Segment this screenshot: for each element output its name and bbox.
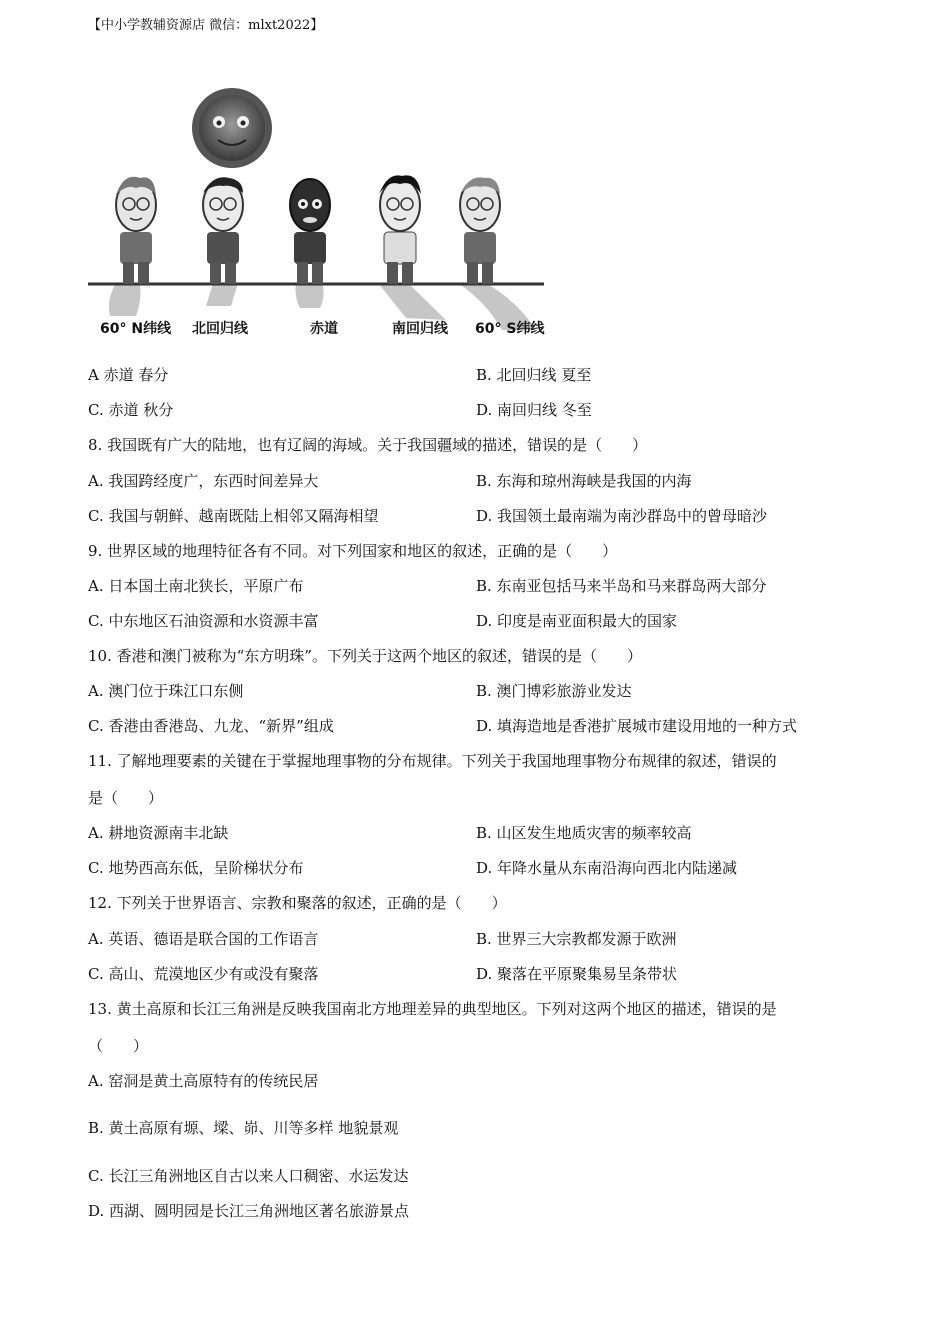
q8-stem: 8. 我国既有广大的陆地，也有辽阔的海域。关于我国疆域的描述，错误的是（ ） — [88, 436, 648, 454]
q10-option-b: B. 澳门博彩旅游业发达 — [476, 682, 632, 700]
q13-stem-line2: （ ） — [88, 1037, 149, 1055]
q11-option-c: C. 地势西高东低，呈阶梯状分布 — [88, 859, 304, 877]
q13-stem-line1: 13. 黄土高原和长江三角洲是反映我国南北方地理差异的典型地区。下列对这两个地区的描述，错误的是 — [88, 1000, 777, 1018]
sun-icon — [192, 88, 272, 168]
label-60n: 60° N纬线 — [100, 321, 172, 337]
latitude-figure — [88, 80, 548, 345]
label-tropic-cancer: 北回归线 — [192, 321, 248, 337]
q13-option-b: B. 黄土高原有塬、墚、峁、川等多样 地貌景观 — [88, 1119, 399, 1137]
label-equator: 赤道 — [310, 321, 338, 337]
q9-option-d: D. 印度是南亚面积最大的国家 — [476, 612, 678, 630]
q11-option-a: A. 耕地资源南丰北缺 — [88, 824, 229, 842]
shadow-tropic-capricorn — [378, 283, 446, 320]
person-tropic-capricorn — [379, 175, 421, 284]
q9-stem: 9. 世界区域的地理特征各有不同。对下列国家和地区的叙述，正确的是（ ） — [88, 542, 618, 560]
shadow-tropic-cancer — [206, 283, 238, 306]
q10-option-d: D. 填海造地是香港扩展城市建设用地的一种方式 — [476, 717, 798, 735]
person-60s — [460, 177, 500, 284]
q13-option-c: C. 长江三角洲地区自古以来人口稠密、水运发达 — [88, 1167, 409, 1185]
label-tropic-capricorn: 南回归线 — [392, 321, 448, 337]
people-shadow-illustration — [88, 80, 548, 345]
q10-option-a: A. 澳门位于珠江口东侧 — [88, 682, 244, 700]
q10-stem: 10. 香港和澳门被称为“东方明珠”。下列关于这两个地区的叙述，错误的是（ ） — [88, 647, 642, 665]
q11-option-d: D. 年降水量从东南沿海向西北内陆递减 — [476, 859, 738, 877]
q9-option-a: A. 日本国土南北狭长，平原广布 — [88, 577, 304, 595]
page-header: 【中小学教辅资源店 微信：mlxt2022】 — [88, 18, 324, 33]
q9-option-c: C. 中东地区石油资源和水资源丰富 — [88, 612, 319, 630]
q11-option-b: B. 山区发生地质灾害的频率较高 — [476, 824, 692, 842]
q13-option-a: A. 窑洞是黄土高原特有的传统民居 — [88, 1072, 319, 1090]
person-tropic-cancer — [203, 177, 243, 284]
q8-option-a: A. 我国跨经度广，东西时间差异大 — [88, 472, 319, 490]
shadow-60n — [109, 283, 141, 316]
q12-option-c: C. 高山、荒漠地区少有或没有聚落 — [88, 965, 319, 983]
q7-option-c: C. 赤道 秋分 — [88, 401, 174, 419]
shadow-equator — [296, 283, 324, 308]
q8-option-c: C. 我国与朝鲜、越南既陆上相邻又隔海相望 — [88, 507, 379, 525]
q11-stem-line2: 是（ ） — [88, 789, 164, 807]
q7-option-b: B. 北回归线 夏至 — [476, 366, 592, 384]
q7-option-d: D. 南回归线 冬至 — [476, 401, 592, 419]
q13-option-d: D. 西湖、圆明园是长江三角洲地区著名旅游景点 — [88, 1202, 410, 1220]
person-equator — [290, 179, 330, 284]
q9-option-b: B. 东南亚包括马来半岛和马来群岛两大部分 — [476, 577, 767, 595]
q8-option-b: B. 东海和琼州海峡是我国的内海 — [476, 472, 692, 490]
q12-option-d: D. 聚落在平原聚集易呈条带状 — [476, 965, 678, 983]
q10-option-c: C. 香港由香港岛、九龙、“新界”组成 — [88, 717, 334, 735]
person-60n — [116, 177, 156, 284]
q7-option-a: A 赤道 春分 — [88, 366, 169, 384]
label-60s: 60° S纬线 — [475, 321, 545, 337]
q12-stem: 12. 下列关于世界语言、宗教和聚落的叙述，正确的是（ ） — [88, 894, 507, 912]
q8-option-d: D. 我国领土最南端为南沙群岛中的曾母暗沙 — [476, 507, 768, 525]
q11-stem-line1: 11. 了解地理要素的关键在于掌握地理事物的分布规律。下列关于我国地理事物分布规律的叙述，错误的 — [88, 752, 777, 770]
q12-option-b: B. 世界三大宗教都发源于欧洲 — [476, 930, 677, 948]
q12-option-a: A. 英语、德语是联合国的工作语言 — [88, 930, 319, 948]
